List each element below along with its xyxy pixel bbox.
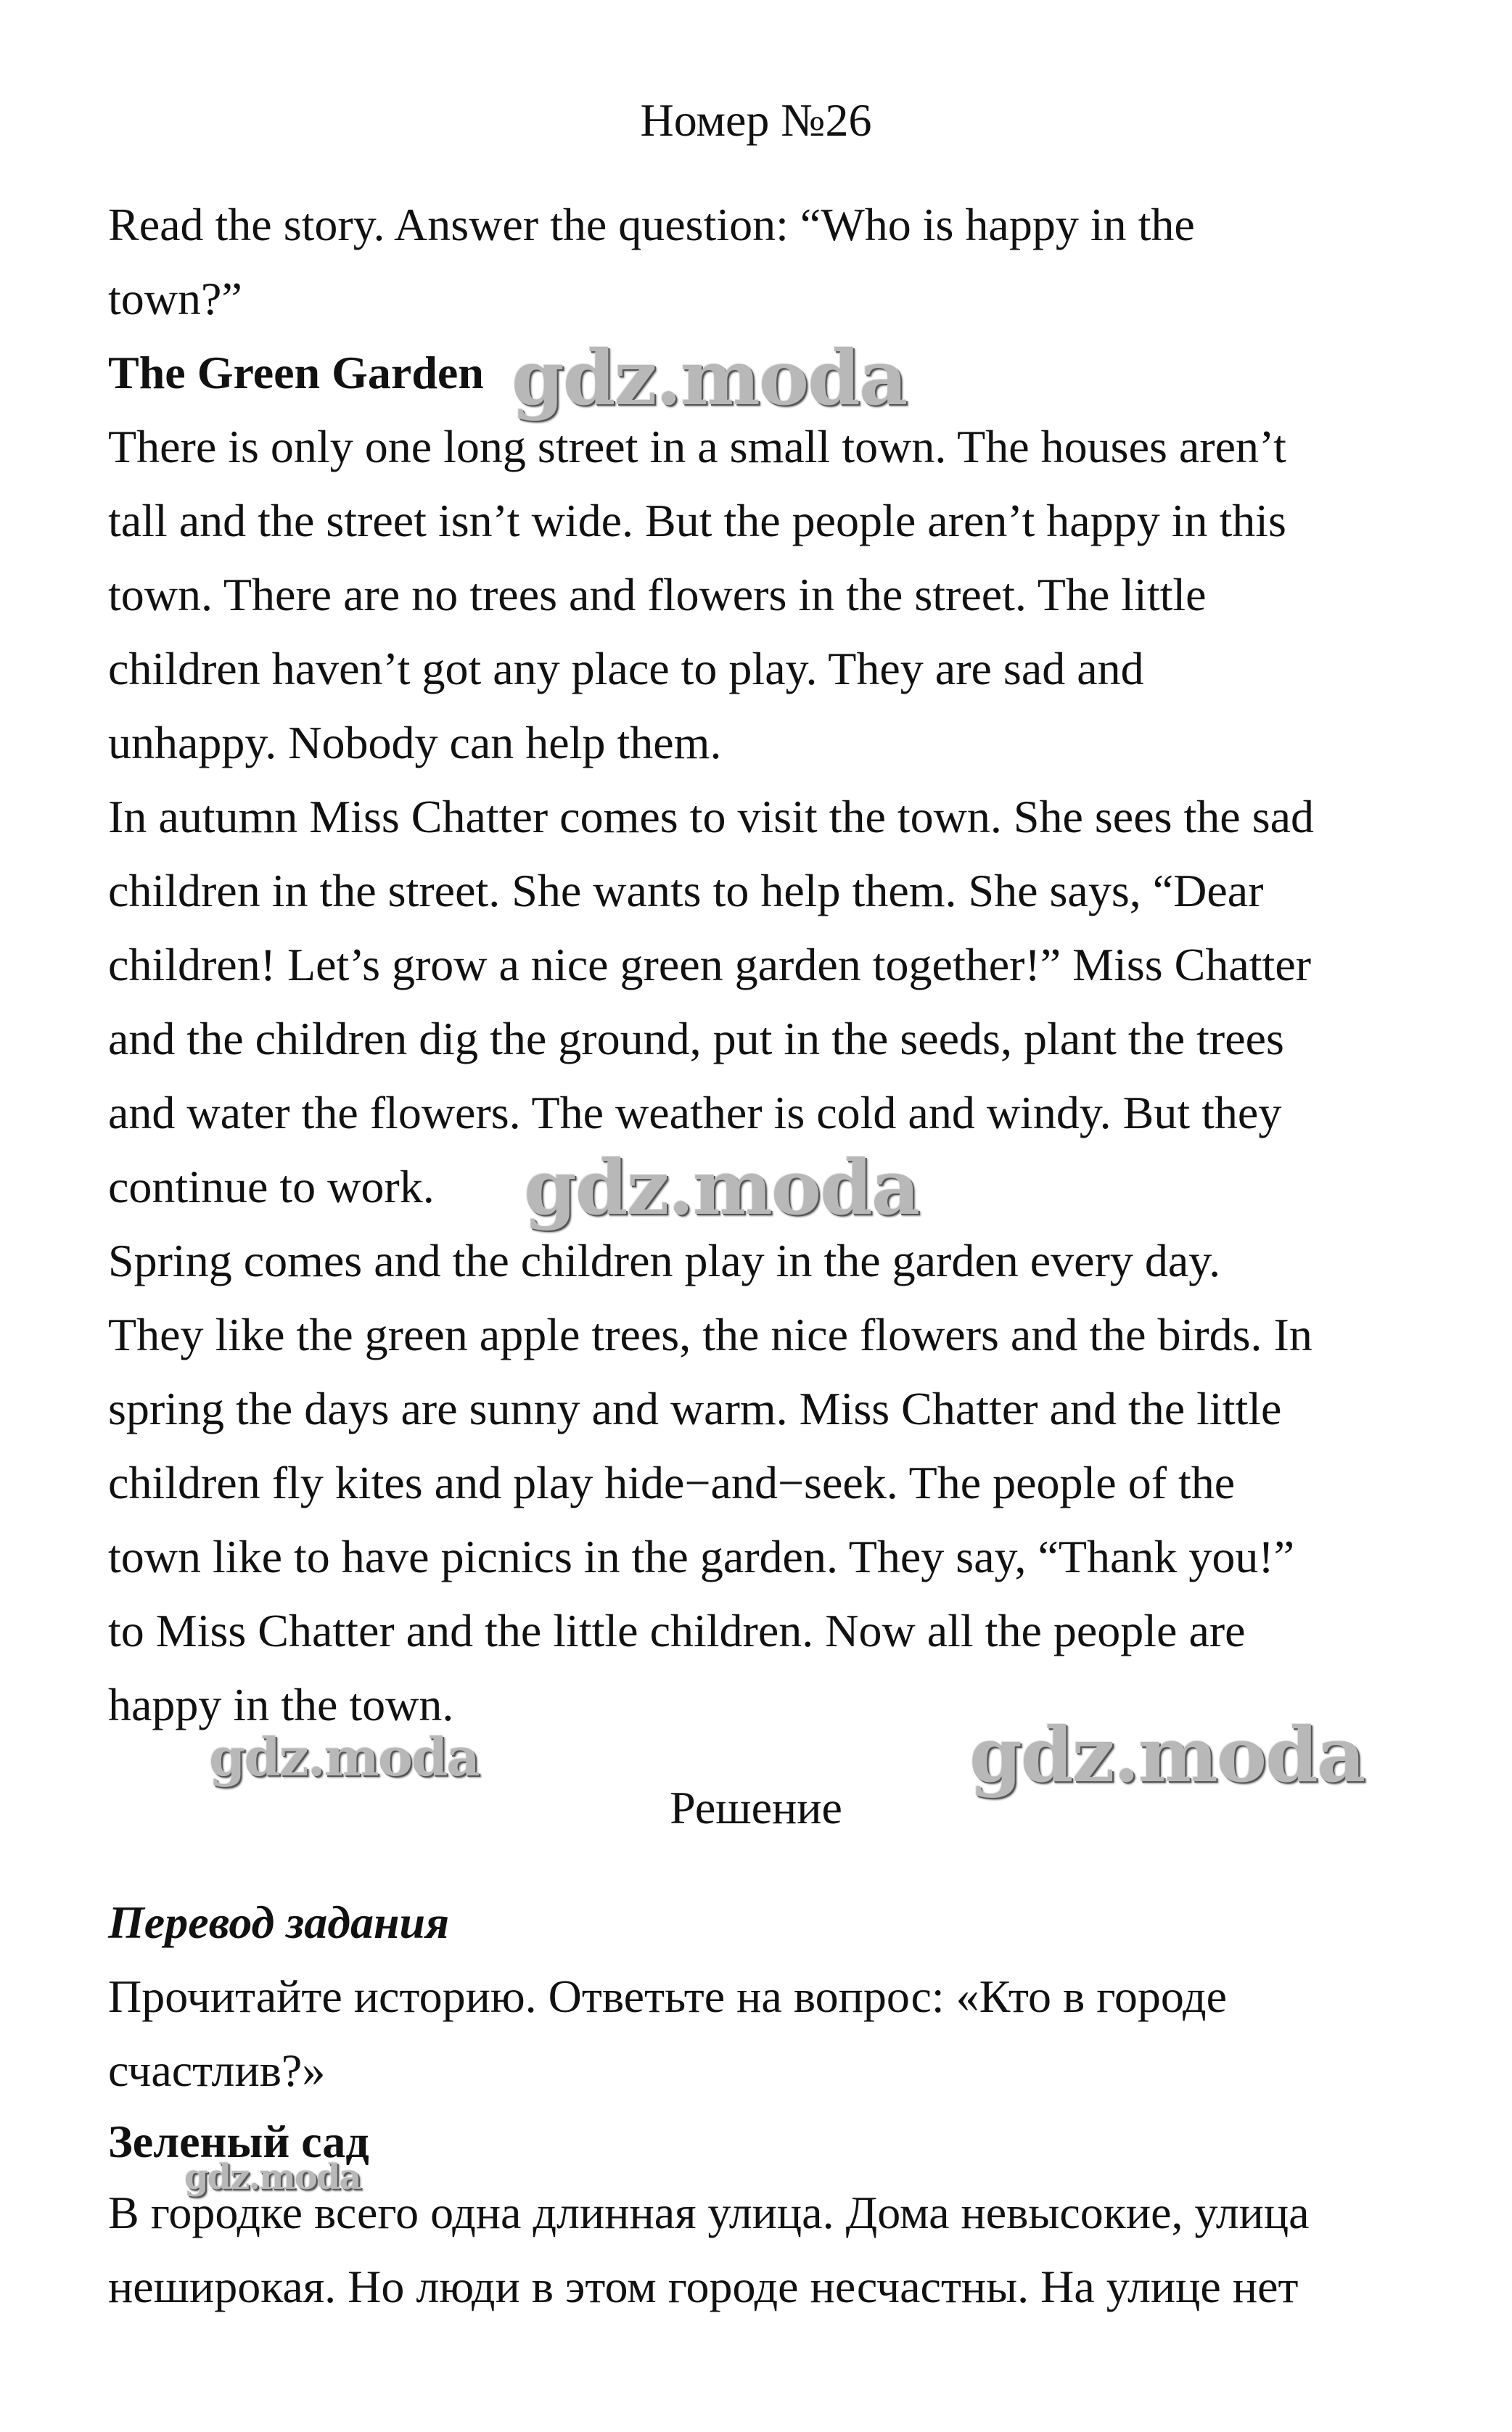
- story-line: children haven’t got any place to play. They are sad and: [108, 643, 1144, 694]
- story-line: town like to have picnics in the garden. They say, “Thank you!”: [108, 1531, 1295, 1582]
- story-line: children in the street. She wants to help them. She says, “Dear: [108, 865, 1264, 916]
- task-line-1: Read the story. Answer the question: “Who is happy in the: [108, 199, 1195, 250]
- story-line: They like the green apple trees, the nice flowers and the birds. In: [108, 1309, 1312, 1360]
- story-line-ru: неширокая. Но люди в этом городе несчастны. На улице нет: [108, 2261, 1299, 2312]
- story-line-ru: В городке всего одна длинная улица. Дома невысокие, улица: [108, 2187, 1310, 2238]
- watermark-logo: gdz.moda: [511, 333, 907, 422]
- translation-heading: Перевод задания: [108, 1897, 450, 1948]
- story-line: children! Let’s grow a nice green garden together!” Miss Chatter: [108, 939, 1312, 990]
- watermark-logo: gdz.moda: [524, 1143, 919, 1232]
- watermark-logo: gdz.moda: [184, 2157, 361, 2198]
- story-line: tall and the street isn’t wide. But the people aren’t happy in this: [108, 495, 1286, 546]
- story-line: Spring comes and the children play in the garden every day.: [108, 1235, 1221, 1286]
- story-line: There is only one long street in a small town. The houses aren’t: [108, 421, 1286, 472]
- story-line: unhappy. Nobody can help them.: [108, 717, 722, 768]
- translation-line: Прочитайте историю. Ответьте на вопрос: «Кто в городе: [108, 1971, 1227, 2022]
- story-line: happy in the town.: [108, 1679, 454, 1730]
- story-line: and water the flowers. The weather is cold and windy. But they: [108, 1087, 1282, 1138]
- story-line: and the children dig the ground, put in the seeds, plant the trees: [108, 1013, 1284, 1064]
- story-line: In autumn Miss Chatter comes to visit the town. She sees the sad: [108, 791, 1314, 842]
- watermark-logo: gdz.moda: [969, 1710, 1365, 1799]
- story-line: continue to work.: [108, 1161, 435, 1212]
- story-line: town. There are no trees and flowers in the street. The little: [108, 569, 1207, 620]
- story-line: to Miss Chatter and the little children. Now all the people are: [108, 1605, 1246, 1656]
- task-line-2: town?”: [108, 273, 242, 324]
- solution-heading: Решение: [670, 1782, 842, 1833]
- story-line: spring the days are sunny and warm. Miss Chatter and the little: [108, 1383, 1282, 1434]
- story-title-ru: Зеленый сад: [108, 2116, 369, 2167]
- page-title: Номер №26: [640, 94, 872, 146]
- story-line: children fly kites and play hide−and−seek. The people of the: [108, 1457, 1236, 1508]
- watermark-logo: gdz.moda: [209, 1726, 479, 1788]
- story-title: The Green Garden: [108, 347, 484, 398]
- translation-line: счастлив?»: [108, 2045, 326, 2096]
